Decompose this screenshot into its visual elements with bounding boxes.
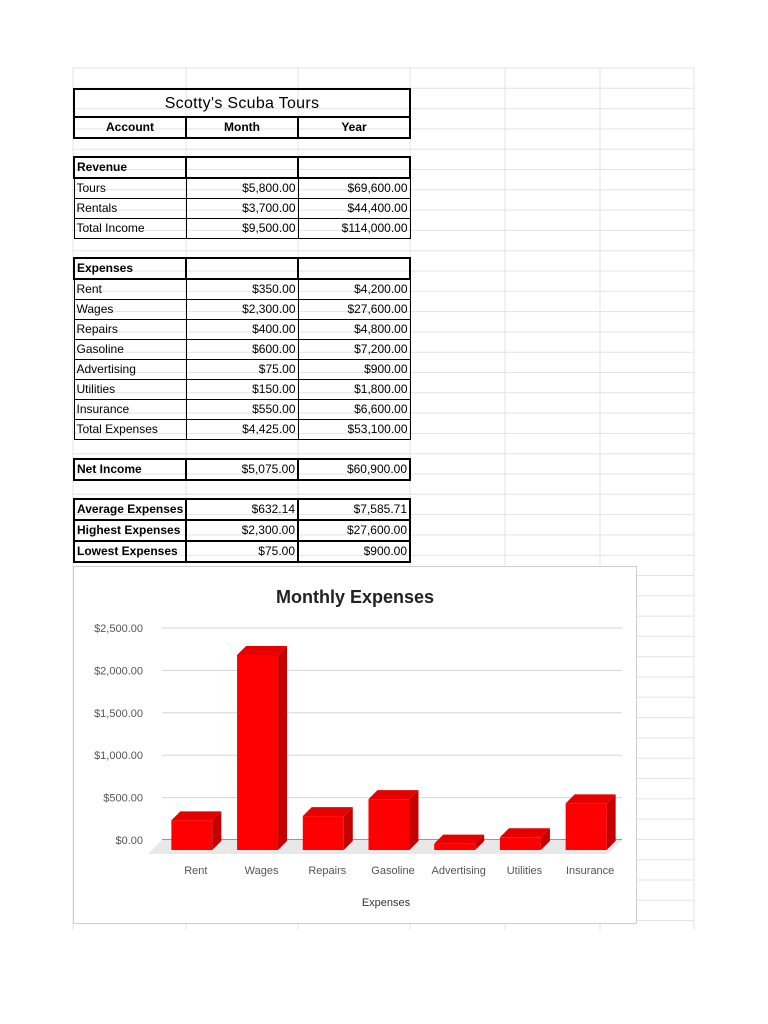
table-row — [74, 420, 410, 440]
stat-year[interactable]: $900.00 — [298, 541, 410, 562]
stat-month[interactable]: $2,300.00 — [186, 520, 298, 541]
row-month[interactable]: $75.00 — [186, 360, 298, 380]
header-account[interactable]: Account — [74, 117, 186, 138]
table-cell[interactable] — [186, 258, 298, 279]
bar-rent — [171, 820, 212, 850]
row-account[interactable]: Advertising — [74, 360, 186, 380]
stat-month[interactable]: $632.14 — [186, 499, 298, 520]
y-tick-label: $0.00 — [115, 835, 143, 847]
row-year[interactable]: $4,800.00 — [298, 320, 410, 340]
x-tick-label: Wages — [244, 865, 279, 877]
row-month[interactable]: $550.00 — [186, 400, 298, 420]
revenue-section-label[interactable]: Revenue — [74, 157, 186, 178]
row-month[interactable]: $9,500.00 — [186, 219, 298, 239]
stat-year[interactable]: $27,600.00 — [298, 520, 410, 541]
bar-advertising — [434, 844, 475, 850]
row-account[interactable]: Gasoline — [74, 340, 186, 360]
budget-table — [73, 88, 411, 563]
row-year[interactable]: $900.00 — [298, 360, 410, 380]
row-month[interactable]: $2,300.00 — [186, 300, 298, 320]
row-account[interactable]: Utilities — [74, 380, 186, 400]
y-tick-label: $2,000.00 — [94, 665, 143, 678]
y-tick-label: $500.00 — [103, 792, 143, 805]
stat-label[interactable]: Average Expenses — [74, 499, 186, 520]
row-year[interactable]: $7,200.00 — [298, 340, 410, 360]
table-row — [74, 400, 410, 420]
table-row — [74, 380, 410, 400]
row-month[interactable]: $5,800.00 — [186, 178, 298, 199]
x-tick-label: Repairs — [308, 865, 347, 877]
table-row — [74, 300, 410, 320]
row-account[interactable]: Rent — [74, 279, 186, 300]
bar-gasoline — [369, 799, 410, 850]
table-cell[interactable] — [298, 258, 410, 279]
table-row — [74, 279, 410, 300]
row-year[interactable]: $4,200.00 — [298, 279, 410, 300]
row-account[interactable]: Rentals — [74, 199, 186, 219]
row-month[interactable]: $3,700.00 — [186, 199, 298, 219]
row-account[interactable]: Repairs — [74, 320, 186, 340]
table-row — [74, 340, 410, 360]
y-tick-label: $1,000.00 — [94, 750, 143, 763]
bar-wages — [237, 655, 278, 850]
header-month[interactable]: Month — [186, 117, 298, 138]
row-month[interactable]: $4,425.00 — [186, 420, 298, 440]
bar-insurance — [566, 803, 607, 850]
row-month[interactable]: $600.00 — [186, 340, 298, 360]
y-tick-label: $2,500.00 — [94, 623, 143, 635]
bar-side-wages — [278, 646, 287, 850]
row-year[interactable]: $44,400.00 — [298, 199, 410, 219]
row-year[interactable]: $27,600.00 — [298, 300, 410, 320]
x-tick-label: Utilities — [506, 865, 543, 877]
stat-label[interactable]: Lowest Expenses — [74, 541, 186, 562]
chart-canvas — [74, 567, 636, 923]
table-row — [74, 360, 410, 380]
table-cell[interactable] — [186, 157, 298, 178]
row-year[interactable]: $1,800.00 — [298, 380, 410, 400]
row-year[interactable]: $114,000.00 — [298, 219, 410, 239]
row-account[interactable]: Total Income — [74, 219, 186, 239]
row-account[interactable]: Insurance — [74, 400, 186, 420]
table-row — [74, 520, 410, 541]
table-row — [74, 219, 410, 239]
bar-side-gasoline — [410, 790, 419, 850]
row-year[interactable]: $53,100.00 — [298, 420, 410, 440]
expenses-section-label[interactable]: Expenses — [74, 258, 186, 279]
x-tick-label: Advertising — [431, 865, 486, 877]
net-income-month[interactable]: $5,075.00 — [186, 459, 298, 480]
x-tick-label: Rent — [184, 865, 208, 877]
bar-utilities — [500, 837, 541, 850]
row-month[interactable]: $350.00 — [186, 279, 298, 300]
row-month[interactable]: $400.00 — [186, 320, 298, 340]
bar-side-insurance — [607, 794, 616, 850]
monthly-expenses-chart[interactable] — [73, 566, 637, 924]
table-row — [74, 499, 410, 520]
table-row — [74, 199, 410, 219]
table-row — [74, 541, 410, 562]
table-row — [74, 459, 410, 480]
stat-year[interactable]: $7,585.71 — [298, 499, 410, 520]
row-year[interactable]: $69,600.00 — [298, 178, 410, 199]
row-year[interactable]: $6,600.00 — [298, 400, 410, 420]
x-axis-label: Expenses — [361, 897, 411, 909]
x-tick-label: Insurance — [565, 865, 615, 877]
stat-label[interactable]: Highest Expenses — [74, 520, 186, 541]
chart-title: Monthly Expenses — [275, 587, 435, 607]
row-month[interactable]: $150.00 — [186, 380, 298, 400]
y-tick-label: $1,500.00 — [94, 707, 143, 720]
table-row — [74, 320, 410, 340]
bar-repairs — [303, 816, 344, 850]
row-account[interactable]: Tours — [74, 178, 186, 199]
x-tick-label: Gasoline — [371, 865, 415, 877]
table-cell[interactable] — [298, 157, 410, 178]
sheet-title[interactable]: Scotty's Scuba Tours — [74, 89, 410, 117]
header-year[interactable]: Year — [298, 117, 410, 138]
row-account[interactable]: Total Expenses — [74, 420, 186, 440]
net-income-label[interactable]: Net Income — [74, 459, 186, 480]
stat-month[interactable]: $75.00 — [186, 541, 298, 562]
table-row — [74, 178, 410, 199]
net-income-year[interactable]: $60,900.00 — [298, 459, 410, 480]
row-account[interactable]: Wages — [74, 300, 186, 320]
